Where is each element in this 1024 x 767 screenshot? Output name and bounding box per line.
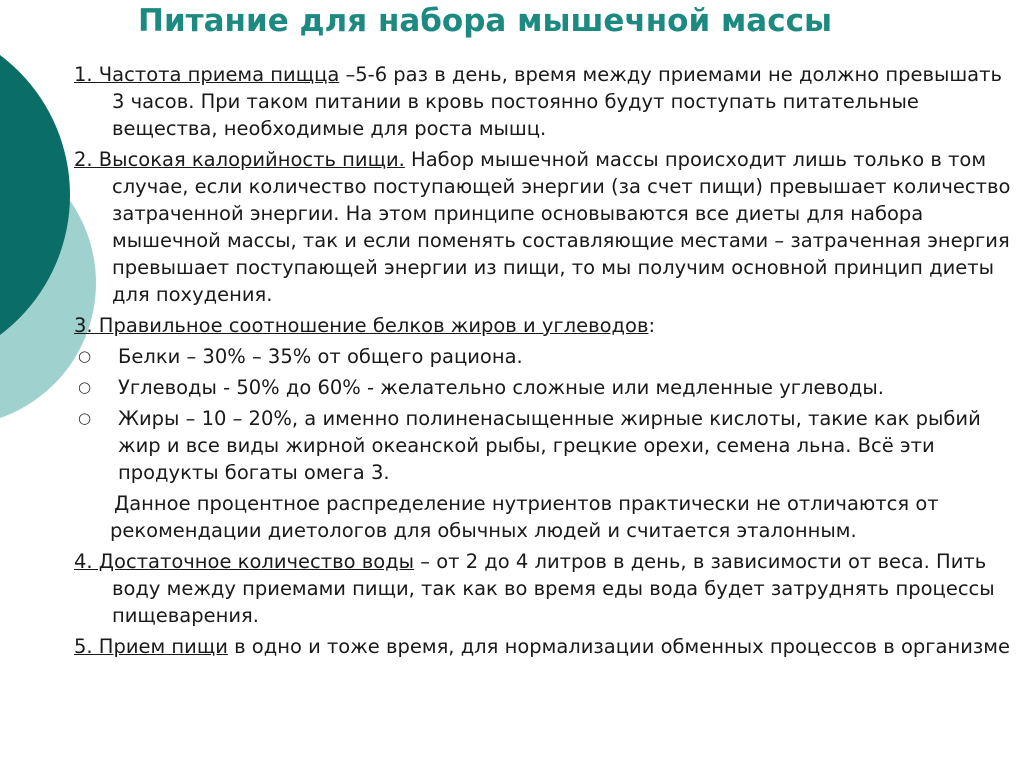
item-lead: 5. Прием пищи: [74, 635, 228, 658]
item-lead: 2. Высокая калорийность пищи.: [74, 148, 405, 171]
bullet-fats: [74, 405, 1014, 486]
distribution-note: Данное процентное распределение нутриентов практически не отличаются от рекомендации диетологов для обычных людей и считается эталонным.: [110, 492, 939, 542]
content-body: [74, 61, 1014, 664]
bullet-carbohydrates: [74, 374, 1014, 401]
bullet-proteins: [74, 343, 1014, 370]
item-high-calorie: [74, 146, 1014, 308]
item-lead: 1. Частота приема пищца: [74, 63, 340, 86]
circle-bullet-icon: ○: [78, 378, 92, 396]
bullet-text: Углеводы - 50% до 60% - желательно сложные или медленные углеводы.: [118, 376, 884, 399]
bullet-text: Жиры – 10 – 20%, а именно полиненасыщенные жирные кислоты, такие как рыбий жир и все виды жирной океанской рыбы, грецкие орехи, семена льна. Всё эти продукты богаты омега 3.: [118, 407, 981, 484]
item-water: [74, 548, 1014, 629]
circle-bullet-icon: ○: [78, 347, 92, 365]
item-lead: 4. Достаточное количество воды: [74, 550, 415, 573]
item-macro-ratio: [74, 312, 1014, 339]
item-lead: 3. Правильное соотношение белков жиров и углеводов: [74, 314, 649, 337]
item-meal-time: [74, 633, 1014, 660]
item-text: в одно и тоже время, для нормализации обменных процессов в организме: [227, 635, 1010, 658]
circle-bullet-icon: ○: [78, 409, 92, 427]
item-text: Набор мышечной массы происходит лишь только в том случае, если количество поступающей энергии (за счет пищи) превышает количество затраченной энергии. На этом принципе основываются все диеты для набора мышечной массы, так и если поменять составляющие местами – затраченная энергия превышает поступающей энергии из пищи, то мы получим основной принцип диеты для похудения.: [112, 148, 1011, 306]
bullet-text: Белки – 30% – 35% от общего рациона.: [118, 345, 523, 368]
item-meal-frequency: [74, 61, 1014, 142]
item-text: –5-6 раз в день, время между приемами не должно превышать 3 часов. При таком питании в кровь постоянно будут поступать питательные вещества, необходимые для роста мышц.: [112, 63, 1002, 140]
item-text: – от 2 до 4 литров в день, в зависимости от веса. Пить воду между приемами пищи, так как во время еды вода будет затруднять процессы пищеварения.: [112, 550, 995, 627]
page-title: Питание для набора мышечной массы: [138, 3, 833, 39]
item-text: :: [648, 314, 656, 337]
